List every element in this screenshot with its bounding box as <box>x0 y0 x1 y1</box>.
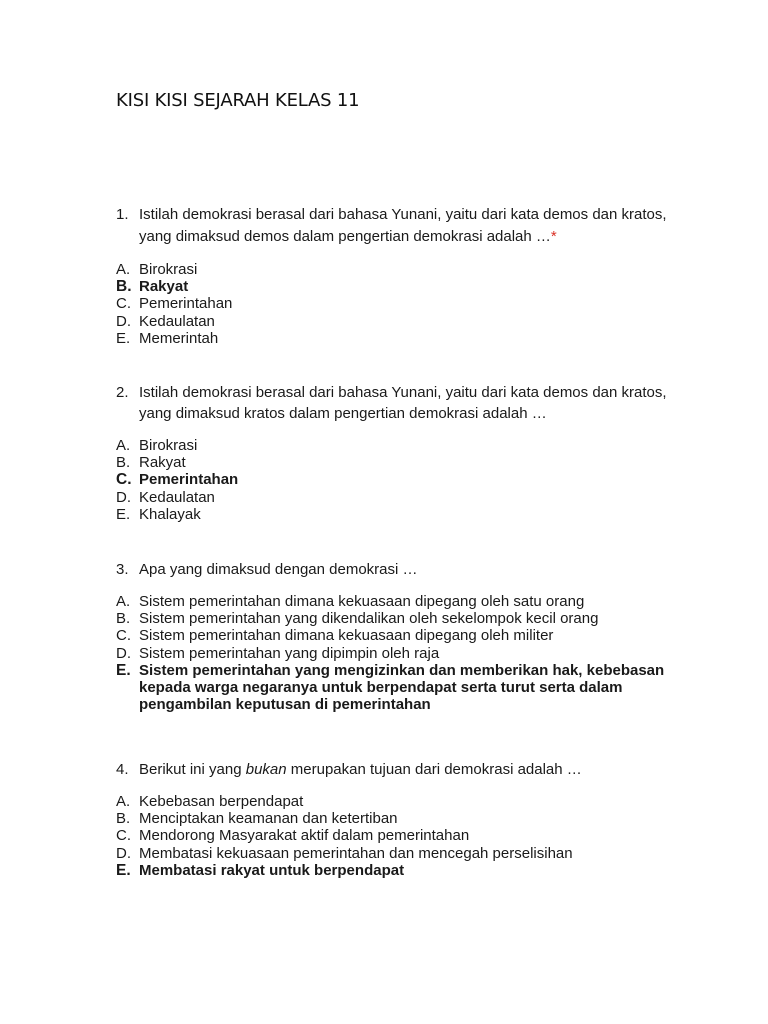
question-2 <box>116 382 676 523</box>
option-letter: B. <box>116 610 131 628</box>
option-letter: A. <box>116 793 131 810</box>
option-text: Birokrasi <box>139 437 198 454</box>
option-text: Membatasi kekuasaan pemerintahan dan mencegah perselisihan <box>139 844 573 862</box>
option-text: Mendorong Masyarakat aktif dalam pemerintahan <box>139 827 470 845</box>
option-e <box>116 506 676 523</box>
option-letter: A. <box>116 593 131 610</box>
option-text: Sistem pemerintahan dimana kekuasaan dipegang oleh satu orang <box>139 593 585 610</box>
option-letter: D. <box>116 844 131 862</box>
question-stem <box>116 759 676 780</box>
question-number: 3. <box>116 561 129 578</box>
question-number: 4. <box>116 761 129 778</box>
option-a <box>116 261 676 278</box>
question-text: Istilah demokrasi berasal dari bahasa Yunani, yaitu dari kata demos dan kratos, yang dimaksud kratos dalam pengertian demokrasi adalah … <box>139 384 667 422</box>
option-letter: C. <box>116 295 131 313</box>
required-mark: * <box>550 228 557 245</box>
option-text: Menciptakan keamanan dan ketertiban <box>139 810 398 828</box>
option-b <box>116 610 676 627</box>
option-list <box>116 261 676 347</box>
option-letter: A. <box>116 437 131 454</box>
option-letter: C. <box>116 627 131 645</box>
option-text: Sistem pemerintahan yang dipimpin oleh raja <box>139 644 440 662</box>
option-letter: D. <box>116 312 131 330</box>
option-letter: E. <box>116 329 131 347</box>
option-text: Sistem pemerintahan yang dikendalikan oleh sekelompok kecil orang <box>139 610 599 628</box>
option-c <box>116 295 676 312</box>
option-e-correct <box>116 662 676 714</box>
option-text: Birokrasi <box>139 261 198 278</box>
question-4 <box>116 759 676 879</box>
option-d <box>116 313 676 330</box>
option-b <box>116 454 676 471</box>
option-letter: D. <box>116 488 131 506</box>
option-letter: A. <box>116 261 131 278</box>
option-text: Rakyat <box>139 454 186 472</box>
option-list <box>116 437 676 523</box>
option-letter: E. <box>116 661 131 679</box>
option-d <box>116 845 676 862</box>
option-c <box>116 627 676 644</box>
option-text: Pemerintahan <box>139 471 239 489</box>
question-1 <box>116 204 676 347</box>
option-text: Memerintah <box>139 329 219 347</box>
question-3 <box>116 559 676 713</box>
option-b <box>116 810 676 827</box>
option-text: Sistem pemerintahan yang mengizinkan dan memberikan hak, kebebasan kepada warga negaranya untuk berpendapat serta turut serta dalam pengambilan keputusan di pemerintahan <box>139 661 665 714</box>
option-text: Pemerintahan <box>139 295 233 313</box>
option-text: Khalayak <box>139 505 201 523</box>
option-text: Sistem pemerintahan dimana kekuasaan dipegang oleh militer <box>139 627 554 645</box>
option-d <box>116 645 676 662</box>
question-text <box>139 761 582 778</box>
question-stem <box>116 559 676 580</box>
question-number: 1. <box>116 206 129 223</box>
question-number: 2. <box>116 384 129 401</box>
option-text: Kedaulatan <box>139 312 215 330</box>
option-list <box>116 593 676 713</box>
question-text: Istilah demokrasi berasal dari bahasa Yunani, yaitu dari kata demos dan kratos, yang dimaksud demos dalam pengertian demokrasi adalah … <box>139 206 667 245</box>
option-e-correct <box>116 862 676 879</box>
question-stem <box>116 382 676 424</box>
option-text: Membatasi rakyat untuk berpendapat <box>139 861 405 879</box>
question-text-part: Berikut ini yang <box>139 761 246 778</box>
option-d <box>116 489 676 506</box>
question-text-emphasis: bukan <box>245 761 287 778</box>
option-a <box>116 793 676 810</box>
option-letter: B. <box>116 278 132 296</box>
option-text: Rakyat <box>139 278 189 296</box>
option-letter: E. <box>116 505 131 523</box>
option-letter: C. <box>116 471 132 489</box>
option-list <box>116 793 676 879</box>
option-letter: E. <box>116 861 131 879</box>
option-letter: B. <box>116 810 131 828</box>
option-letter: B. <box>116 454 131 472</box>
question-stem <box>116 204 676 248</box>
question-text: Apa yang dimaksud dengan demokrasi … <box>139 561 418 578</box>
option-letter: D. <box>116 644 131 662</box>
option-a <box>116 437 676 454</box>
question-text-part: merupakan tujuan dari demokrasi adalah … <box>286 761 582 778</box>
option-c-correct <box>116 471 676 488</box>
option-text: Kedaulatan <box>139 488 215 506</box>
document-title: KISI KISI SEJARAH KELAS 11 <box>116 90 360 111</box>
option-c <box>116 827 676 844</box>
option-a <box>116 593 676 610</box>
option-e <box>116 330 676 347</box>
option-b-correct <box>116 278 676 295</box>
option-text: Kebebasan berpendapat <box>139 793 304 810</box>
option-letter: C. <box>116 827 131 845</box>
